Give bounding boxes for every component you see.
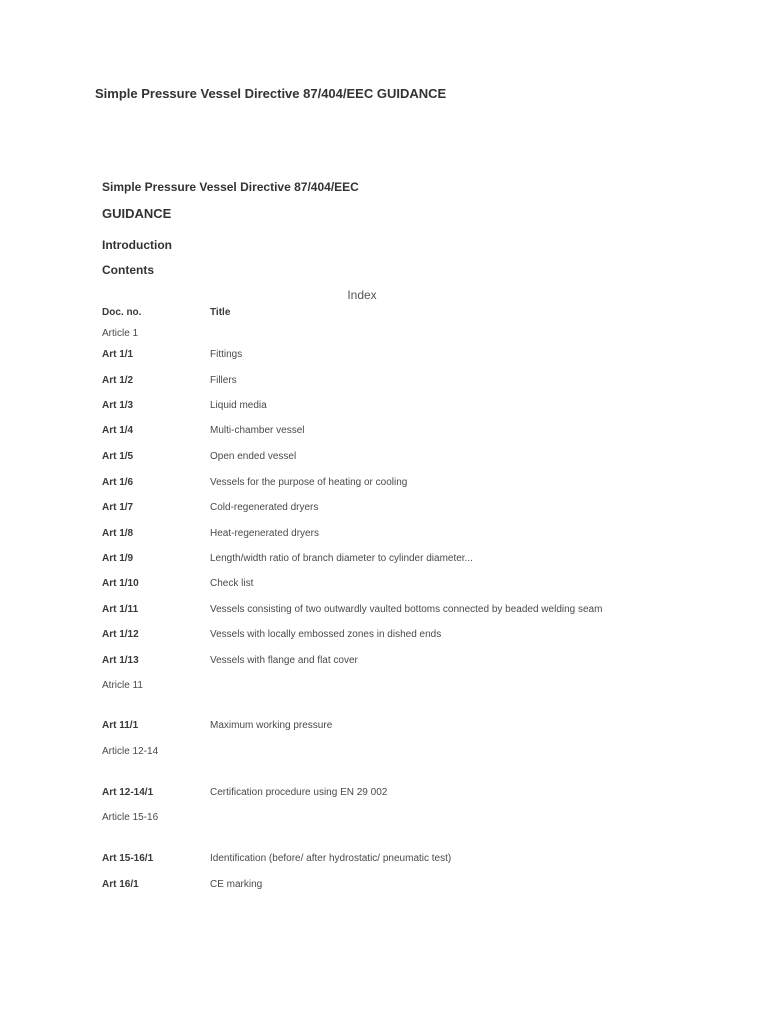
table-row[interactable] — [0, 425, 768, 439]
row-docno: Art 1/12 — [102, 629, 139, 640]
group-label-article-15-16: Article 15-16 — [102, 812, 159, 823]
row-title: Fillers — [210, 375, 237, 386]
row-docno: Art 11/1 — [102, 720, 139, 731]
row-docno: Art 1/7 — [102, 502, 134, 513]
row-docno: Art 12-14/1 — [102, 787, 154, 798]
row-title: Vessels with flange and flat cover — [210, 655, 358, 666]
row-docno: Art 1/13 — [102, 655, 139, 666]
row-docno: Art 1/5 — [102, 451, 134, 462]
row-title: Open ended vessel — [210, 451, 297, 462]
contents-link[interactable]: Contents — [102, 263, 154, 277]
row-docno: Art 1/1 — [102, 349, 134, 360]
table-row[interactable] — [0, 853, 768, 867]
table-row[interactable] — [0, 528, 768, 542]
table-row[interactable] — [0, 578, 768, 592]
group-label-article-12-14: Article 12-14 — [102, 746, 159, 757]
row-docno: Art 1/6 — [102, 477, 134, 488]
column-header-title: Title — [210, 307, 231, 318]
row-docno: Art 16/1 — [102, 879, 139, 890]
table-row[interactable] — [0, 451, 768, 465]
row-docno: Art 15-16/1 — [102, 853, 154, 864]
table-row[interactable] — [0, 879, 768, 893]
table-row[interactable] — [0, 477, 768, 491]
table-row[interactable] — [0, 400, 768, 414]
column-header-docno: Doc. no. — [102, 307, 142, 318]
document-title: Simple Pressure Vessel Directive 87/404/EEC GUIDANCE — [95, 86, 447, 101]
row-title: Cold-regenerated dryers — [210, 502, 319, 513]
document-subheading: GUIDANCE — [102, 206, 172, 221]
row-docno: Art 1/4 — [102, 425, 134, 436]
table-row[interactable] — [0, 629, 768, 643]
row-docno: Art 1/8 — [102, 528, 134, 539]
index-caption: Index — [347, 288, 377, 302]
group-label-article-11: Atricle 11 — [102, 680, 143, 691]
row-title: Identification (before/ after hydrostatic/ pneumatic test) — [210, 853, 452, 864]
row-docno: Art 1/3 — [102, 400, 134, 411]
row-title: Liquid media — [210, 400, 267, 411]
row-title: Vessels consisting of two outwardly vaulted bottoms connected by beaded welding seam — [210, 604, 603, 615]
row-docno: Art 1/11 — [102, 604, 139, 615]
row-title: CE marking — [210, 879, 263, 890]
row-title: Vessels with locally embossed zones in dished ends — [210, 629, 442, 640]
row-docno: Art 1/2 — [102, 375, 134, 386]
row-title: Check list — [210, 578, 254, 589]
row-title: Vessels for the purpose of heating or cooling — [210, 477, 408, 488]
row-docno: Art 1/10 — [102, 578, 139, 589]
table-row[interactable] — [0, 375, 768, 389]
introduction-link[interactable]: Introduction — [102, 238, 172, 252]
row-title: Length/width ratio of branch diameter to cylinder diameter... — [210, 553, 473, 564]
table-row[interactable] — [0, 604, 768, 618]
row-title: Maximum working pressure — [210, 720, 333, 731]
row-title: Certification procedure using EN 29 002 — [210, 787, 388, 798]
table-row[interactable] — [0, 502, 768, 516]
row-title: Heat-regenerated dryers — [210, 528, 319, 539]
row-docno: Art 1/9 — [102, 553, 134, 564]
table-row[interactable] — [0, 349, 768, 363]
row-title: Fittings — [210, 349, 243, 360]
table-row[interactable] — [0, 553, 768, 567]
document-heading: Simple Pressure Vessel Directive 87/404/EEC — [102, 180, 359, 194]
table-row[interactable] — [0, 720, 768, 734]
row-title: Multi-chamber vessel — [210, 425, 305, 436]
table-row[interactable] — [0, 655, 768, 669]
table-row[interactable] — [0, 787, 768, 801]
group-label-article-1: Article 1 — [102, 328, 139, 339]
